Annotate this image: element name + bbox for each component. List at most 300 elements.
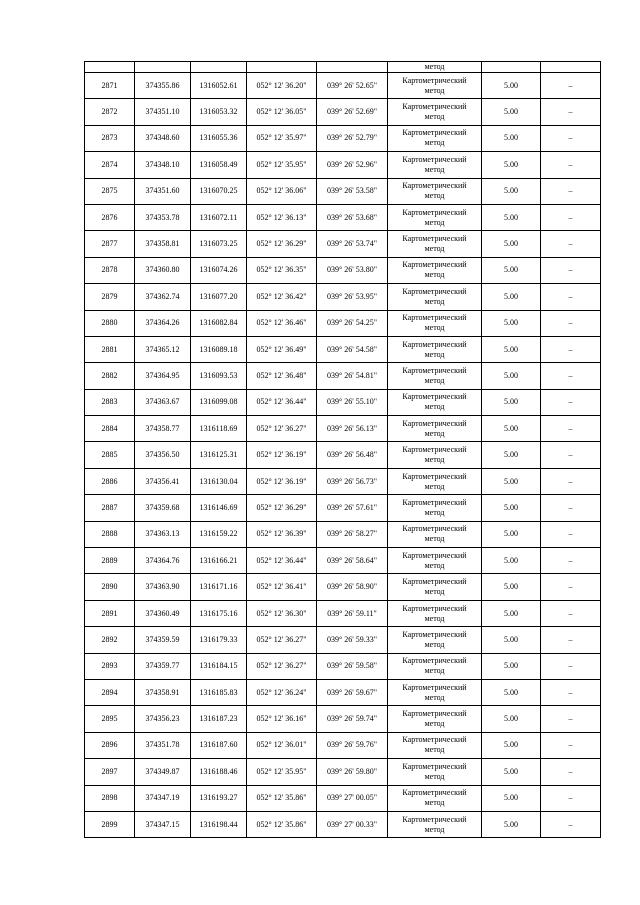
- cell-number: 2881: [85, 336, 135, 362]
- table-row: [85, 336, 601, 362]
- cell-x: 374363.90: [135, 574, 191, 600]
- cell-latitude: 052° 12' 35.97": [247, 125, 317, 151]
- cell-note: –: [541, 574, 601, 600]
- cell-x: 374356.23: [135, 706, 191, 732]
- cell-number: 2878: [85, 257, 135, 283]
- cell-y: 1316130.04: [191, 468, 247, 494]
- cell-accuracy: 5.00: [482, 495, 541, 521]
- cell-latitude: 052° 12' 36.19": [247, 468, 317, 494]
- cell-y: 1316188.46: [191, 759, 247, 785]
- cell-number: 2883: [85, 389, 135, 415]
- cell-number: 2890: [85, 574, 135, 600]
- table-row: [85, 574, 601, 600]
- cell-x: 374358.91: [135, 679, 191, 705]
- method-line-2: метод: [424, 270, 445, 280]
- cell-number: 2898: [85, 785, 135, 811]
- cell-y: 1316070.25: [191, 178, 247, 204]
- cell-method: [388, 732, 482, 758]
- cell-y: 1316187.23: [191, 706, 247, 732]
- table-row: [85, 99, 601, 125]
- method-line-1: Картометрический: [402, 471, 467, 481]
- cell-latitude: 052° 12' 36.49": [247, 336, 317, 362]
- cell-x: 374358.81: [135, 231, 191, 257]
- cell-y: 1316052.61: [191, 73, 247, 99]
- method-line-1: Картометрический: [402, 788, 467, 798]
- method-line-2: метод: [424, 534, 445, 544]
- cell-number: 2894: [85, 679, 135, 705]
- cell-longitude: 039° 26' 56.13": [317, 416, 388, 442]
- cell-note: –: [541, 257, 601, 283]
- cell-note: –: [541, 416, 601, 442]
- method-line-2: метод: [424, 719, 445, 729]
- cell-longitude: 039° 26' 57.61": [317, 495, 388, 521]
- cell-x: 374356.41: [135, 468, 191, 494]
- cell-accuracy: 5.00: [482, 653, 541, 679]
- cell-method: [388, 811, 482, 837]
- cell-longitude: 039° 27' 00.33": [317, 811, 388, 837]
- table-row: [85, 152, 601, 178]
- cell-x: 374356.50: [135, 442, 191, 468]
- cell-x: 374363.67: [135, 389, 191, 415]
- method-line-2: метод: [424, 85, 445, 95]
- cell-note: –: [541, 284, 601, 310]
- cell-y: 1316187.60: [191, 732, 247, 758]
- cell-longitude: 039° 26' 53.80": [317, 257, 388, 283]
- cell-accuracy: 5.00: [482, 204, 541, 230]
- cell-note: –: [541, 99, 601, 125]
- cell-latitude: 052° 12' 36.39": [247, 521, 317, 547]
- cell-y: 1316077.20: [191, 284, 247, 310]
- cell-y: 1316125.31: [191, 442, 247, 468]
- cell-number: 2876: [85, 204, 135, 230]
- cell-method: [388, 178, 482, 204]
- cell-note: –: [541, 521, 601, 547]
- table-row: [85, 706, 601, 732]
- cell-number: 2871: [85, 73, 135, 99]
- cell-accuracy: 5.00: [482, 73, 541, 99]
- cell-accuracy: 5.00: [482, 442, 541, 468]
- cell-x: 374363.13: [135, 521, 191, 547]
- cell-latitude: 052° 12' 35.86": [247, 811, 317, 837]
- cell-latitude: 052° 12' 35.86": [247, 785, 317, 811]
- cell-note: –: [541, 706, 601, 732]
- cell-method: [388, 495, 482, 521]
- method-line-2: метод: [424, 296, 445, 306]
- cell-longitude: 039° 26' 52.65": [317, 73, 388, 99]
- method-line-1: Картометрический: [402, 365, 467, 375]
- cell-y: 1316185.83: [191, 679, 247, 705]
- cell-note: –: [541, 178, 601, 204]
- table-row: [85, 600, 601, 626]
- method-line-1: Картометрический: [402, 550, 467, 560]
- cell-x: 374364.76: [135, 548, 191, 574]
- cell-method: [388, 231, 482, 257]
- cell-method: [388, 310, 482, 336]
- cell-accuracy: 5.00: [482, 785, 541, 811]
- table-row: [85, 73, 601, 99]
- cell-number: 2892: [85, 627, 135, 653]
- table-row: [85, 468, 601, 494]
- cell-accuracy: 5.00: [482, 468, 541, 494]
- method-line-2: метод: [424, 191, 445, 201]
- cell-method: [388, 600, 482, 626]
- cell-latitude: 052° 12' 36.16": [247, 706, 317, 732]
- cell-x: 374353.78: [135, 204, 191, 230]
- cell-latitude: 052° 12' 36.29": [247, 495, 317, 521]
- table-row: [85, 363, 601, 389]
- cell-longitude: 039° 26' 52.69": [317, 99, 388, 125]
- method-line-2: метод: [424, 692, 445, 702]
- cell-latitude: 052° 12' 36.29": [247, 231, 317, 257]
- method-line-1: Картометрический: [402, 181, 467, 191]
- cell-method: [388, 521, 482, 547]
- table-row: [85, 785, 601, 811]
- cell-x: 374349.87: [135, 759, 191, 785]
- cell-y: 1316072.11: [191, 204, 247, 230]
- cell-y: 1316198.44: [191, 811, 247, 837]
- method-line-2: метод: [424, 244, 445, 254]
- cell-note: –: [541, 336, 601, 362]
- cell-number: 2896: [85, 732, 135, 758]
- cell-x: 374347.15: [135, 811, 191, 837]
- method-line-2: метод: [424, 323, 445, 333]
- cell-number: 2888: [85, 521, 135, 547]
- cell-x: 374359.59: [135, 627, 191, 653]
- cell-number: 2873: [85, 125, 135, 151]
- cell-longitude: 039° 26' 54.58": [317, 336, 388, 362]
- cell-method: [388, 679, 482, 705]
- cell-latitude: 052° 12' 35.95": [247, 152, 317, 178]
- table-body: [85, 62, 601, 838]
- cell-number: 2885: [85, 442, 135, 468]
- cell-accuracy: 5.00: [482, 284, 541, 310]
- cell-y: 1316099.08: [191, 389, 247, 415]
- cell-x: 374359.68: [135, 495, 191, 521]
- cell-accuracy: 5.00: [482, 759, 541, 785]
- method-line-1: Картометрический: [402, 154, 467, 164]
- method-line-1: Картометрический: [402, 75, 467, 85]
- cell-method: [388, 627, 482, 653]
- cell-accuracy: 5.00: [482, 600, 541, 626]
- method-line-2: метод: [424, 428, 445, 438]
- cell-x: 374348.60: [135, 125, 191, 151]
- method-line-2: метод: [424, 112, 445, 122]
- method-line-2: метод: [424, 771, 445, 781]
- cell-latitude: 052° 12' 36.01": [247, 732, 317, 758]
- cell-method: [388, 548, 482, 574]
- cell-x: 374364.95: [135, 363, 191, 389]
- cell-accuracy: 5.00: [482, 99, 541, 125]
- cell-latitude: 052° 12' 36.05": [247, 99, 317, 125]
- cell-accuracy: [482, 62, 541, 73]
- cell-x: 374347.19: [135, 785, 191, 811]
- cell-number: 2880: [85, 310, 135, 336]
- method-line-2: метод: [424, 745, 445, 755]
- method-line-2: метод: [424, 824, 445, 834]
- method-line-2: метод: [424, 375, 445, 385]
- cell-x: 374364.26: [135, 310, 191, 336]
- cell-latitude: 052° 12' 36.41": [247, 574, 317, 600]
- method-line-1: Картометрический: [402, 629, 467, 639]
- cell-number: 2899: [85, 811, 135, 837]
- cell-number: 2882: [85, 363, 135, 389]
- cell-x: 374355.86: [135, 73, 191, 99]
- cell-note: –: [541, 495, 601, 521]
- method-line-2: метод: [424, 455, 445, 465]
- cell-x: 374359.77: [135, 653, 191, 679]
- cell-note: –: [541, 389, 601, 415]
- cell-latitude: 052° 12' 36.27": [247, 627, 317, 653]
- method-line-2: метод: [424, 481, 445, 491]
- cell-longitude: 039° 26' 56.73": [317, 468, 388, 494]
- cell-longitude: 039° 26' 59.67": [317, 679, 388, 705]
- method-line-1: Картометрический: [402, 128, 467, 138]
- cell-note: –: [541, 442, 601, 468]
- method-line-1: Картометрический: [402, 603, 467, 613]
- cell-note: –: [541, 679, 601, 705]
- cell-number: 2887: [85, 495, 135, 521]
- cell-number: 2875: [85, 178, 135, 204]
- cell-longitude: 039° 26' 55.10": [317, 389, 388, 415]
- method-line-1: Картометрический: [402, 207, 467, 217]
- cell-note: –: [541, 548, 601, 574]
- cell-method: [388, 284, 482, 310]
- cell-number: 2879: [85, 284, 135, 310]
- method-line-1: Картометрический: [402, 260, 467, 270]
- cell-y: 1316055.36: [191, 125, 247, 151]
- cell-longitude: [317, 62, 388, 73]
- cell-latitude: 052° 12' 36.48": [247, 363, 317, 389]
- cell-longitude: 039° 26' 59.74": [317, 706, 388, 732]
- cell-longitude: 039° 26' 58.90": [317, 574, 388, 600]
- cell-note: –: [541, 152, 601, 178]
- cell-accuracy: 5.00: [482, 363, 541, 389]
- cell-latitude: 052° 12' 36.42": [247, 284, 317, 310]
- cell-note: –: [541, 600, 601, 626]
- cell-method: [388, 125, 482, 151]
- cell-note: –: [541, 759, 601, 785]
- cell-y: 1316179.33: [191, 627, 247, 653]
- cell-longitude: 039° 26' 58.27": [317, 521, 388, 547]
- cell-latitude: 052° 12' 36.27": [247, 653, 317, 679]
- cell-y: 1316159.22: [191, 521, 247, 547]
- method-line-1: Картометрический: [402, 577, 467, 587]
- table-row: [85, 811, 601, 837]
- cell-note: [541, 62, 601, 73]
- cell-longitude: 039° 27' 00.05": [317, 785, 388, 811]
- cell-latitude: 052° 12' 36.27": [247, 416, 317, 442]
- cell-accuracy: 5.00: [482, 125, 541, 151]
- cell-x: 374351.10: [135, 99, 191, 125]
- cell-x: 374360.49: [135, 600, 191, 626]
- cell-note: –: [541, 231, 601, 257]
- cell-y: 1316073.25: [191, 231, 247, 257]
- table-row: [85, 389, 601, 415]
- table-row: [85, 442, 601, 468]
- coordinates-table: [84, 61, 601, 838]
- cell-accuracy: 5.00: [482, 574, 541, 600]
- cell-number: 2872: [85, 99, 135, 125]
- cell-y: 1316089.18: [191, 336, 247, 362]
- cell-method: [388, 574, 482, 600]
- cell-method: [388, 759, 482, 785]
- cell-latitude: 052° 12' 36.13": [247, 204, 317, 230]
- cell-number: 2889: [85, 548, 135, 574]
- table-row: [85, 495, 601, 521]
- cell-y: 1316146.69: [191, 495, 247, 521]
- table-row: [85, 759, 601, 785]
- cell-method: [388, 336, 482, 362]
- cell-latitude: 052° 12' 35.95": [247, 759, 317, 785]
- cell-latitude: 052° 12' 36.30": [247, 600, 317, 626]
- table-row: [85, 653, 601, 679]
- method-line-2: метод: [424, 164, 445, 174]
- cell-longitude: 039° 26' 58.64": [317, 548, 388, 574]
- method-line-1: Картометрический: [402, 524, 467, 534]
- method-line-1: Картометрический: [402, 709, 467, 719]
- cell-accuracy: 5.00: [482, 706, 541, 732]
- cell-y: 1316074.26: [191, 257, 247, 283]
- table-row: [85, 732, 601, 758]
- method-line-1: Картометрический: [402, 234, 467, 244]
- cell-method: [388, 204, 482, 230]
- cell-number: 2897: [85, 759, 135, 785]
- cell-y: 1316184.15: [191, 653, 247, 679]
- cell-number: 2886: [85, 468, 135, 494]
- method-line-1: Картометрический: [402, 392, 467, 402]
- cell-x: [135, 62, 191, 73]
- method-line-1: Картометрический: [402, 339, 467, 349]
- table-row: [85, 284, 601, 310]
- table-row: [85, 310, 601, 336]
- cell-accuracy: 5.00: [482, 679, 541, 705]
- continuation-row: [85, 62, 601, 73]
- cell-x: 374365.12: [135, 336, 191, 362]
- cell-note: –: [541, 811, 601, 837]
- cell-y: 1316058.49: [191, 152, 247, 178]
- cell-latitude: 052° 12' 36.44": [247, 389, 317, 415]
- cell-number: 2877: [85, 231, 135, 257]
- cell-accuracy: 5.00: [482, 811, 541, 837]
- table-row: [85, 257, 601, 283]
- cell-y: 1316175.16: [191, 600, 247, 626]
- method-line-2: метод: [424, 639, 445, 649]
- method-line-1: Картометрический: [402, 497, 467, 507]
- cell-x: 374348.10: [135, 152, 191, 178]
- cell-note: –: [541, 125, 601, 151]
- cell-method: [388, 73, 482, 99]
- cell-method: [388, 99, 482, 125]
- cell-accuracy: 5.00: [482, 732, 541, 758]
- table-row: [85, 416, 601, 442]
- method-line-1: Картометрический: [402, 761, 467, 771]
- method-line-1: Картометрический: [402, 445, 467, 455]
- cell-longitude: 039° 26' 59.80": [317, 759, 388, 785]
- cell-method: [388, 653, 482, 679]
- method-line-1: Картометрический: [402, 814, 467, 824]
- cell-method: [388, 442, 482, 468]
- cell-accuracy: 5.00: [482, 416, 541, 442]
- method-line-2: метод: [424, 507, 445, 517]
- cell-y: 1316118.69: [191, 416, 247, 442]
- method-line-2: метод: [424, 138, 445, 148]
- table-row: [85, 627, 601, 653]
- cell-latitude: 052° 12' 36.06": [247, 178, 317, 204]
- cell-longitude: 039° 26' 53.58": [317, 178, 388, 204]
- cell-accuracy: 5.00: [482, 152, 541, 178]
- cell-method: [388, 389, 482, 415]
- cell-accuracy: 5.00: [482, 257, 541, 283]
- cell-note: –: [541, 310, 601, 336]
- cell-number: 2874: [85, 152, 135, 178]
- method-line-2: метод: [424, 666, 445, 676]
- cell-accuracy: 5.00: [482, 231, 541, 257]
- cell-x: 374362.74: [135, 284, 191, 310]
- cell-note: –: [541, 627, 601, 653]
- table-row: [85, 231, 601, 257]
- method-line-2: метод: [424, 560, 445, 570]
- method-line-2: метод: [424, 349, 445, 359]
- method-line-1: Картометрический: [402, 682, 467, 692]
- cell-note: –: [541, 732, 601, 758]
- table-row: [85, 204, 601, 230]
- cell-x: 374351.78: [135, 732, 191, 758]
- cell-note: –: [541, 785, 601, 811]
- cell-longitude: 039° 26' 53.74": [317, 231, 388, 257]
- cell-longitude: 039° 26' 59.76": [317, 732, 388, 758]
- cell-y: 1316093.53: [191, 363, 247, 389]
- cell-latitude: 052° 12' 36.24": [247, 679, 317, 705]
- cell-method: [388, 152, 482, 178]
- cell-y: 1316053.32: [191, 99, 247, 125]
- cell-longitude: 039° 26' 59.33": [317, 627, 388, 653]
- cell-number: 2895: [85, 706, 135, 732]
- method-line-2: метод: [424, 402, 445, 412]
- cell-y: 1316171.16: [191, 574, 247, 600]
- cell-x: 374351.60: [135, 178, 191, 204]
- cell-accuracy: 5.00: [482, 178, 541, 204]
- cell-note: –: [541, 73, 601, 99]
- cell-accuracy: 5.00: [482, 521, 541, 547]
- cell-accuracy: 5.00: [482, 627, 541, 653]
- cell-accuracy: 5.00: [482, 548, 541, 574]
- method-line-1: Картометрический: [402, 286, 467, 296]
- cell-note: –: [541, 468, 601, 494]
- cell-longitude: 039° 26' 54.25": [317, 310, 388, 336]
- cell-number: 2891: [85, 600, 135, 626]
- cell-latitude: 052° 12' 36.20": [247, 73, 317, 99]
- cell-longitude: 039° 26' 59.58": [317, 653, 388, 679]
- table-row: [85, 679, 601, 705]
- table-row: [85, 548, 601, 574]
- cell-note: –: [541, 204, 601, 230]
- cell-method: [388, 416, 482, 442]
- cell-method: [388, 468, 482, 494]
- cell-latitude: 052° 12' 36.19": [247, 442, 317, 468]
- table-row: [85, 125, 601, 151]
- cell-accuracy: 5.00: [482, 310, 541, 336]
- cell-latitude: 052° 12' 36.46": [247, 310, 317, 336]
- cell-longitude: 039° 26' 52.96": [317, 152, 388, 178]
- cell-longitude: 039° 26' 53.68": [317, 204, 388, 230]
- method-line-2: метод: [424, 613, 445, 623]
- cell-method: [388, 785, 482, 811]
- table-row: [85, 178, 601, 204]
- method-line-1: Картометрический: [402, 656, 467, 666]
- cell-longitude: 039° 26' 52.79": [317, 125, 388, 151]
- method-line-2: метод: [424, 587, 445, 597]
- cell-y: 1316193.27: [191, 785, 247, 811]
